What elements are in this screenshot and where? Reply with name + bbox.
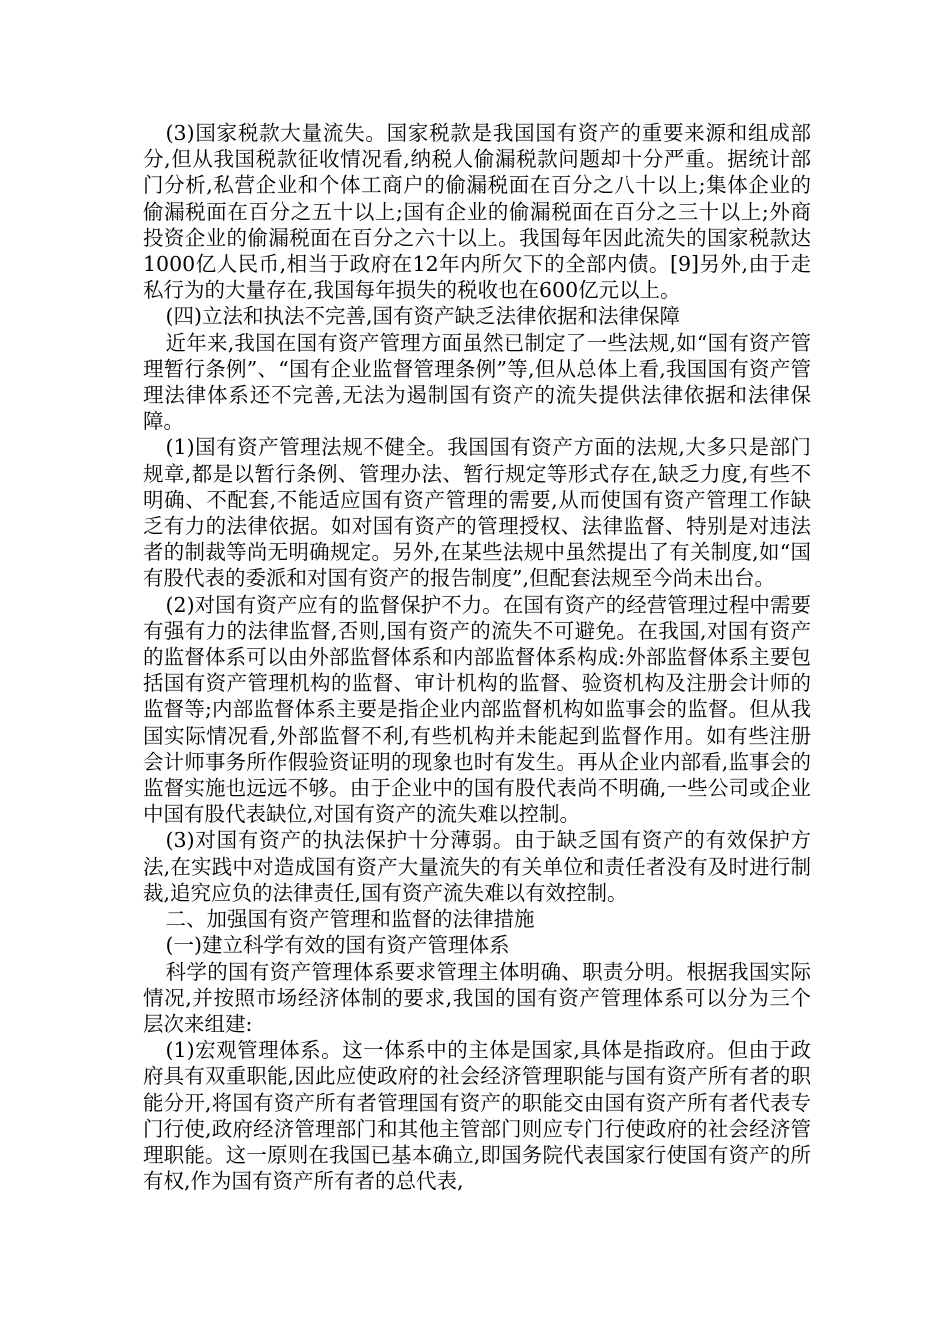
paragraph-enforcement: (3)对国有资产的执法保护十分薄弱。由于缺乏国有资产的有效保护方法,在实践中对造成国有资产大量流失的有关单位和责任者没有及时进行制裁,追究应负的法律责任,国有资产流失难以有效控制。 [143,828,811,905]
paragraph-tax-loss: (3)国家税款大量流失。国家税款是我国国有资产的重要来源和组成部分,但从我国税款征收情况看,纳税人偷漏税款问题却十分严重。据统计部门分析,私营企业和个体工商户的偷漏税面在百分之八十以上;集体企业的偷漏税面在百分之五十以上;国有企业的偷漏税面在百分之三十以上;外商投资企业的偷漏税面在百分之六十以上。我国每年因此流失的国家税款达1000亿人民币,相当于政府在12年内所欠下的全部内债。[9]另外,由于走私行为的大量存在,我国每年损失的税收也在600亿元以上。 [143,121,811,303]
chapter-heading-measures: 二、加强国有资产管理和监督的法律措施 [165,907,535,932]
paragraph-regulations: (1)国有资产管理法规不健全。我国国有资产方面的法规,大多只是部门规章,都是以暂行条例、管理办法、暂行规定等形式存在,缺乏力度,有些不明确、不配套,不能适应国有资产管理的需要,从而使国有资产管理工作缺乏有力的法律依据。如对国有资产的管理授权、法律监督、特别是对违法者的制裁等尚无明确规定。另外,在某些法规中虽然提出了有关制度,如“国有股代表的委派和对国有资产的报告制度”,但配套法规至今尚未出台。 [143,435,811,591]
document-page [143,120,811,1194]
paragraph-management-levels: 科学的国有资产管理体系要求管理主体明确、职责分明。根据我国实际情况,并按照市场经济体制的要求,我国的国有资产管理体系可以分为三个层次来组建: [143,959,811,1036]
section-heading-management-system: (一)建立科学有效的国有资产管理体系 [165,933,510,958]
paragraph-legal-system: 近年来,我国在国有资产管理方面虽然已制定了一些法规,如“国有资产管理暂行条例”、“国有企业监督管理条例”等,但从总体上看,我国国有资产管理法律体系还不完善,无法为遏制国有资产的流失提供法律依据和法律保障。 [143,330,811,434]
section-heading-legislation: (四)立法和执法不完善,国有资产缺乏法律依据和法律保障 [165,304,681,329]
paragraph-supervision: (2)对国有资产应有的监督保护不力。在国有资产的经营管理过程中需要有强有力的法律监督,否则,国有资产的流失不可避免。在我国,对国有资产的监督体系可以由外部监督体系和内部监督体系构成:外部监督体系主要包括国有资产管理机构的监督、审计机构的监督、验资机构及注册会计师的监督等;内部监督体系主要是指企业内部监督机构如监事会的监督。但从我国实际情况看,外部监督不利,有些机构并未能起到监督作用。如有些注册会计师事务所作假验资证明的现象也时有发生。再从企业内部看,监事会的监督实施也远远不够。由于企业中的国有股代表尚不明确,一些公司或企业中国有股代表缺位,对国有资产的流失难以控制。 [143,592,811,827]
paragraph-macro-management: (1)宏观管理体系。这一体系中的主体是国家,具体是指政府。但由于政府具有双重职能,因此应使政府的社会经济管理职能与国有资产所有者的职能分开,将国有资产所有者管理国有资产的职能交由国有资产所有者代表专门行使,政府经济管理部门和其他主管部门则应专门行使政府的社会经济管理职能。这一原则在我国已基本确立,即国务院代表国家行使国有资产的所有权,作为国有资产所有者的总代表, [143,1038,811,1194]
